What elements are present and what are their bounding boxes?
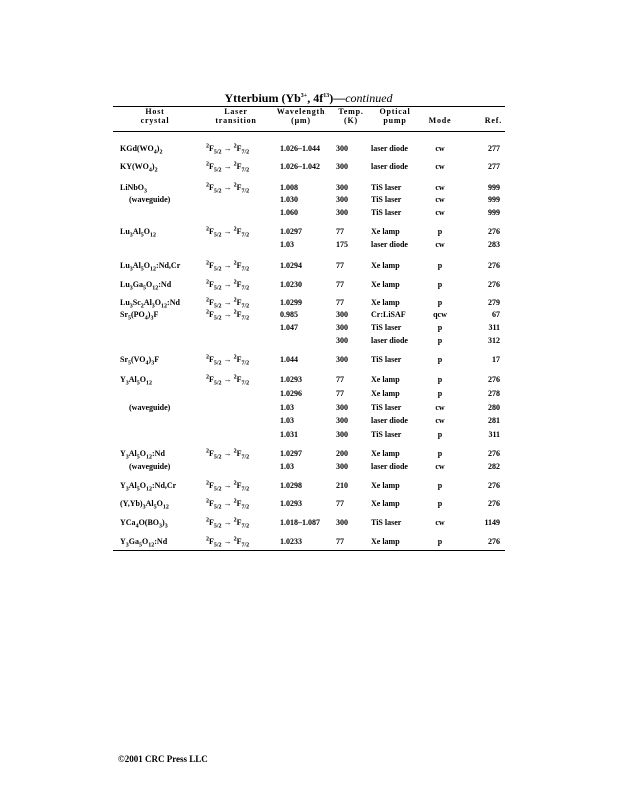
cell-temperature: 300 (336, 430, 348, 439)
cell-mode: cw (435, 240, 445, 249)
cell-optical-pump: Xe lamp (371, 375, 400, 384)
cell-temperature: 77 (336, 227, 344, 236)
cell-host-crystal: $YCa_4O(BO_3)_3$ (120, 518, 168, 530)
cell-temperature: 300 (336, 323, 348, 332)
cell-laser-transition: $^2F_{5/2} \to ^2F_{7/2}$ (206, 498, 250, 511)
page-title: Ytterbium ($Yb^{3+}$, $4f^{13})—continued$ (224, 91, 393, 105)
cell-mode: p (437, 261, 443, 270)
cell-wavelength: 1.060 (280, 208, 298, 217)
cell-temperature: 175 (336, 240, 348, 249)
cell-reference: 282 (488, 462, 500, 471)
cell-optical-pump: laser diode (371, 162, 408, 171)
cell-mode: p (437, 323, 443, 332)
cell-mode: p (437, 355, 443, 364)
cell-temperature: 300 (336, 195, 348, 204)
cell-optical-pump: Xe lamp (371, 261, 400, 270)
cell-laser-transition: $^2F_{5/2} \to ^2F_{7/2}$ (206, 279, 250, 292)
cell-optical-pump: TiS laser (371, 518, 402, 527)
cell-mode: cw (435, 403, 445, 412)
header-pump: Optical pump (379, 107, 411, 125)
cell-wavelength: 1.031 (280, 430, 298, 439)
cell-reference: 276 (488, 481, 500, 490)
cell-reference: 999 (488, 183, 500, 192)
cell-mode: cw (435, 162, 445, 171)
cell-laser-transition: $^2F_{5/2} \to ^2F_{7/2}$ (206, 226, 250, 239)
cell-reference: 67 (492, 310, 500, 319)
cell-laser-transition: $^2F_{5/2} \to ^2F_{7/2}$ (206, 517, 250, 530)
cell-temperature: 77 (336, 261, 344, 270)
cell-optical-pump: Xe lamp (371, 389, 400, 398)
cell-reference: 283 (488, 240, 500, 249)
cell-mode: cw (435, 208, 445, 217)
cell-wavelength: 1.030 (280, 195, 298, 204)
header-wavelength: Wavelength (μm) (276, 107, 326, 125)
header-ref: Ref. (484, 116, 502, 125)
cell-host-crystal: $(Y,Yb)_3Al_5O_{12}$ (120, 499, 169, 511)
cell-mode: p (437, 280, 443, 289)
cell-wavelength: 1.0296 (280, 389, 302, 398)
cell-wavelength: 1.03 (280, 403, 294, 412)
cell-mode: cw (435, 183, 445, 192)
cell-optical-pump: TiS laser (371, 208, 402, 217)
cell-wavelength: 1.0293 (280, 499, 302, 508)
cell-reference: 281 (488, 416, 500, 425)
cell-wavelength: 1.03 (280, 416, 294, 425)
cell-laser-transition: $^2F_{5/2} \to ^2F_{7/2}$ (206, 536, 250, 549)
cell-host-crystal: $Y_3Al_5O_{12}:Nd,Cr$ (120, 481, 177, 493)
cell-reference: 276 (488, 280, 500, 289)
cell-reference: 311 (488, 430, 500, 439)
cell-optical-pump: Xe lamp (371, 227, 400, 236)
cell-laser-transition: $^2F_{5/2} \to ^2F_{7/2}$ (206, 354, 250, 367)
cell-temperature: 300 (336, 310, 348, 319)
cell-optical-pump: Xe lamp (371, 449, 400, 458)
cell-optical-pump: laser diode (371, 416, 408, 425)
cell-temperature: 300 (336, 403, 348, 412)
cell-reference: 17 (492, 355, 500, 364)
cell-temperature: 300 (336, 183, 348, 192)
cell-temperature: 77 (336, 389, 344, 398)
cell-host-crystal: (waveguide) (129, 403, 171, 412)
cell-mode: p (437, 336, 443, 345)
cell-optical-pump: TiS laser (371, 323, 402, 332)
cell-mode: p (437, 499, 443, 508)
cell-wavelength: 1.0233 (280, 537, 302, 546)
cell-wavelength: 1.0293 (280, 375, 302, 384)
cell-mode: cw (435, 416, 445, 425)
cell-reference: 276 (488, 227, 500, 236)
cell-mode: p (437, 449, 443, 458)
cell-host-crystal: $Lu_3Al_5O_{12}:Nd,Cr$ (120, 261, 181, 273)
cell-reference: 277 (488, 162, 500, 171)
cell-laser-transition: $^2F_{5/2} \to ^2F_{7/2}$ (206, 143, 250, 156)
copyright-footer: ©2001 CRC Press LLC (118, 754, 208, 764)
cell-laser-transition: $^2F_{5/2} \to ^2F_{7/2}$ (206, 161, 250, 174)
header-temp: Temp. (K) (338, 107, 364, 125)
cell-laser-transition: $^2F_{5/2} \to ^2F_{7/2}$ (206, 480, 250, 493)
cell-temperature: 77 (336, 375, 344, 384)
cell-wavelength: 1.044 (280, 355, 298, 364)
cell-reference: 312 (488, 336, 500, 345)
cell-laser-transition: $^2F_{5/2} \to ^2F_{7/2}$ (206, 182, 250, 195)
cell-wavelength: 1.0294 (280, 261, 302, 270)
cell-host-crystal: (waveguide) (129, 462, 171, 471)
cell-mode: cw (435, 518, 445, 527)
cell-wavelength: 1.0299 (280, 298, 302, 307)
cell-host-crystal: $Y_3Ga_5O_{12}:Nd$ (120, 537, 168, 549)
cell-host-crystal: $Y_3Al_5O_{12}:Nd$ (120, 449, 165, 461)
cell-reference: 999 (488, 208, 500, 217)
cell-wavelength: 1.008 (280, 183, 298, 192)
cell-mode: qcw (433, 310, 447, 319)
cell-optical-pump: Xe lamp (371, 481, 400, 490)
cell-temperature: 300 (336, 336, 348, 345)
cell-wavelength: 1.03 (280, 240, 294, 249)
cell-host-crystal: $Sr_5(VO_4)_3F$ (120, 355, 160, 367)
cell-optical-pump: laser diode (371, 144, 408, 153)
cell-host-crystal: (waveguide) (129, 195, 171, 204)
cell-optical-pump: TiS laser (371, 195, 402, 204)
cell-optical-pump: TiS laser (371, 355, 402, 364)
cell-optical-pump: Cr:LiSAF (371, 310, 406, 319)
cell-mode: p (437, 389, 443, 398)
cell-reference: 280 (488, 403, 500, 412)
cell-mode: p (437, 430, 443, 439)
cell-mode: cw (435, 195, 445, 204)
cell-reference: 1149 (484, 518, 500, 527)
cell-mode: p (437, 481, 443, 490)
cell-wavelength: 1.0298 (280, 481, 302, 490)
cell-laser-transition: $^2F_{5/2} \to ^2F_{7/2}$ (206, 374, 250, 387)
cell-host-crystal: $Sr_5(PO_4)_3F$ (120, 310, 159, 322)
cell-temperature: 77 (336, 280, 344, 289)
header-mode: Mode (428, 116, 452, 125)
cell-mode: cw (435, 144, 445, 153)
cell-reference: 276 (488, 261, 500, 270)
cell-reference: 276 (488, 537, 500, 546)
cell-temperature: 300 (336, 162, 348, 171)
cell-optical-pump: Xe lamp (371, 280, 400, 289)
cell-wavelength: 1.018–1.087 (280, 518, 320, 527)
cell-reference: 276 (488, 375, 500, 384)
cell-wavelength: 0.985 (280, 310, 298, 319)
header-transition: Laser transition (215, 107, 257, 125)
cell-reference: 276 (488, 499, 500, 508)
cell-reference: 279 (488, 298, 500, 307)
cell-optical-pump: TiS laser (371, 430, 402, 439)
cell-wavelength: 1.0297 (280, 449, 302, 458)
cell-host-crystal: $Lu_3Al_5O_{12}$ (120, 227, 157, 239)
cell-temperature: 300 (336, 355, 348, 364)
cell-host-crystal: $Lu_3Ga_5O_{12}:Nd$ (120, 280, 172, 292)
cell-temperature: 77 (336, 499, 344, 508)
cell-optical-pump: Xe lamp (371, 298, 400, 307)
cell-temperature: 300 (336, 208, 348, 217)
header-host: Host crystal (140, 107, 170, 125)
cell-temperature: 300 (336, 462, 348, 471)
cell-temperature: 210 (336, 481, 348, 490)
cell-laser-transition: $^2F_{5/2} \to ^2F_{7/2}$ (206, 309, 250, 322)
cell-host-crystal: $KGd(WO_4)_2$ (120, 144, 163, 156)
cell-optical-pump: laser diode (371, 462, 408, 471)
cell-mode: cw (435, 462, 445, 471)
cell-mode: p (437, 298, 443, 307)
table-header-rule (113, 131, 505, 132)
cell-host-crystal: $KY(WO_4)_2$ (120, 162, 158, 174)
cell-temperature: 200 (336, 449, 348, 458)
cell-wavelength: 1.0297 (280, 227, 302, 236)
cell-wavelength: 1.0230 (280, 280, 302, 289)
cell-laser-transition: $^2F_{5/2} \to ^2F_{7/2}$ (206, 297, 250, 310)
cell-optical-pump: laser diode (371, 336, 408, 345)
table-bottom-rule (113, 550, 505, 551)
cell-host-crystal: $Y_3Al_5O_{12}$ (120, 375, 153, 387)
cell-reference: 276 (488, 449, 500, 458)
cell-temperature: 77 (336, 537, 344, 546)
cell-optical-pump: TiS laser (371, 403, 402, 412)
cell-reference: 311 (488, 323, 500, 332)
cell-laser-transition: $^2F_{5/2} \to ^2F_{7/2}$ (206, 448, 250, 461)
cell-mode: p (437, 375, 443, 384)
cell-reference: 278 (488, 389, 500, 398)
cell-optical-pump: Xe lamp (371, 537, 400, 546)
cell-wavelength: 1.03 (280, 462, 294, 471)
cell-temperature: 300 (336, 518, 348, 527)
cell-wavelength: 1.026–1.044 (280, 144, 320, 153)
cell-optical-pump: TiS laser (371, 183, 402, 192)
cell-host-crystal: LiNbO$_3$ (120, 183, 148, 195)
cell-host-crystal: $Lu_3Sc_2Al_3O_{12}:Nd$ (120, 298, 180, 310)
cell-optical-pump: laser diode (371, 240, 408, 249)
cell-reference: 999 (488, 195, 500, 204)
cell-reference: 277 (488, 144, 500, 153)
cell-mode: p (437, 227, 443, 236)
cell-temperature: 300 (336, 416, 348, 425)
cell-laser-transition: $^2F_{5/2} \to ^2F_{7/2}$ (206, 260, 250, 273)
cell-mode: p (437, 537, 443, 546)
cell-wavelength: 1.047 (280, 323, 298, 332)
cell-temperature: 77 (336, 298, 344, 307)
cell-wavelength: 1.026–1.042 (280, 162, 320, 171)
cell-temperature: 300 (336, 144, 348, 153)
cell-optical-pump: Xe lamp (371, 499, 400, 508)
